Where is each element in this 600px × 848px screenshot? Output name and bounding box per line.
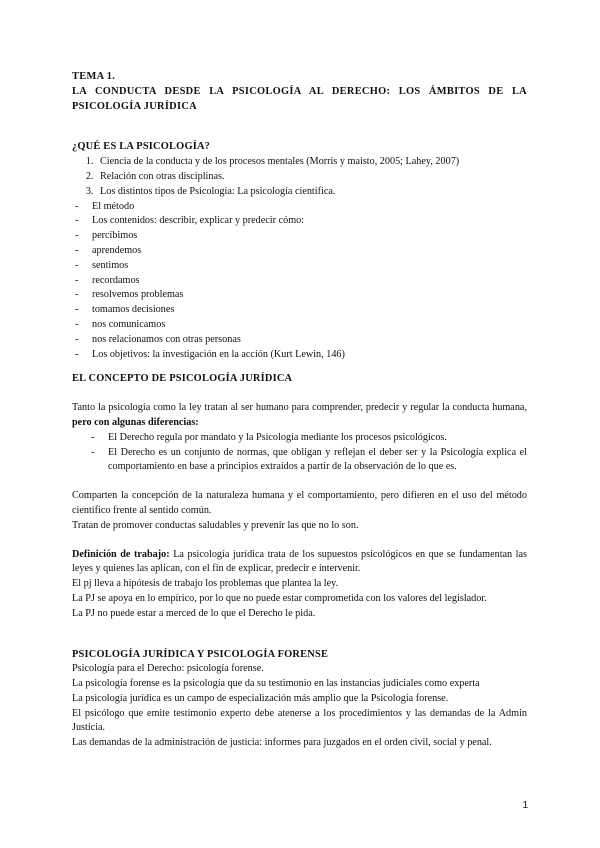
verbs-list <box>72 229 527 347</box>
document-page <box>72 70 527 751</box>
list-item: - recordamos <box>72 274 527 289</box>
text-line: El pj lleva a hipótesis de trabajo los problemas que plantea la ley. <box>72 578 339 590</box>
text-line: La psicología jurídica es un campo de especialización más amplio que la Psicología forense. <box>72 692 449 704</box>
list-item: - El Derecho regula por mandato y la Psicología mediante los procesos psicológicos. <box>88 431 527 446</box>
text-line: Las demandas de la administración de justicia: informes para juzgados en el orden civil, social y penal. <box>72 737 492 749</box>
page-number: 1 <box>522 800 528 811</box>
section-heading-concepto: EL CONCEPTO DE PSICOLOGÍA JURÍDICA <box>72 373 293 385</box>
concepto-intro <box>72 401 527 431</box>
text-line: La PJ no puede estar a merced de lo que el Derecho le pida. <box>72 607 316 619</box>
definicion-paragraph <box>72 548 527 578</box>
list-item: 3. Los distintos tipos de Psicología: La psicología científica. <box>96 185 527 200</box>
list-item: - nos relacionamos con otras personas <box>72 333 527 348</box>
diffs-list <box>88 431 527 475</box>
list-item: - nos comunicamos <box>72 318 527 333</box>
text-line: La psicología forense es la psicología que da su testimonio en las instancias judiciales como experta <box>72 678 480 690</box>
tema-label: TEMA 1. <box>72 71 116 82</box>
sub-list <box>72 348 527 363</box>
que-es-list <box>72 155 527 199</box>
comparten-paragraph: Comparten la concepción de la naturaleza humana y el comportamiento, pero difieren en el uso del método científico frente al sentido común. <box>72 490 527 516</box>
text-line: La PJ se apoya en lo empírico, por lo que no puede estar comprometida con los valores del legislador. <box>72 592 487 604</box>
tema-title: LA CONDUCTA DESDE LA PSICOLOGÍA AL DERECHO: LOS ÁMBITOS DE LA PSICOLOGÍA JURÍDICA <box>72 85 527 112</box>
list-item: - resolvemos problemas <box>72 288 527 303</box>
section-heading-forense: PSICOLOGÍA JURÍDICA Y PSICOLOGÍA FORENSE <box>72 648 329 660</box>
definicion-label: Definición de trabajo: <box>72 548 170 560</box>
text-line: El psicólogo que emite testimonio experto debe atenerse a los procedimientos y las demandas de la Admin Justicia. <box>72 707 527 734</box>
list-item: - El Derecho es un conjunto de normas, que obligan y reflejan el deber ser y la Psicología explica el comportamiento en base a principios extraídos a partir de la observación de lo que es. <box>88 446 527 476</box>
list-item: 1. Ciencia de la conducta y de los procesos mentales (Morris y maisto, 2005; Lahey, 2007) <box>96 155 527 170</box>
intro-bold: pero con algunas diferencias: <box>72 416 199 428</box>
list-item: - Los contenidos: describir, explicar y predecir cómo: <box>72 214 527 229</box>
list-item: - percibimos <box>72 229 527 244</box>
definicion-text: La psicología jurídica trata de los supuestos psicológicos en que se fundamentan las leyes y quienes las aplican, con el fin de explicar, predecir e intervenir. <box>72 548 528 575</box>
text-line: Psicología para el Derecho: psicología forense. <box>72 663 264 675</box>
section-heading-que-es: ¿QUÉ ES LA PSICOLOGÍA? <box>72 141 211 153</box>
list-item: - El método <box>72 200 527 215</box>
list-item: - Los objetivos: la investigación en la acción (Kurt Lewin, 146) <box>72 348 527 363</box>
list-item: - tomamos decisiones <box>72 303 527 318</box>
list-item: 2. Relación con otras disciplinas. <box>96 170 527 185</box>
intro-text: Tanto la psicología como la ley tratan al ser humano para comprender, predecir y regular la conducta humana, <box>72 402 527 414</box>
list-item: - sentimos <box>72 259 527 274</box>
list-item: - aprendemos <box>72 244 527 259</box>
tratan-paragraph: Tratan de promover conductas saludables y prevenir las que no lo son. <box>72 519 359 531</box>
sub-list <box>72 200 527 230</box>
